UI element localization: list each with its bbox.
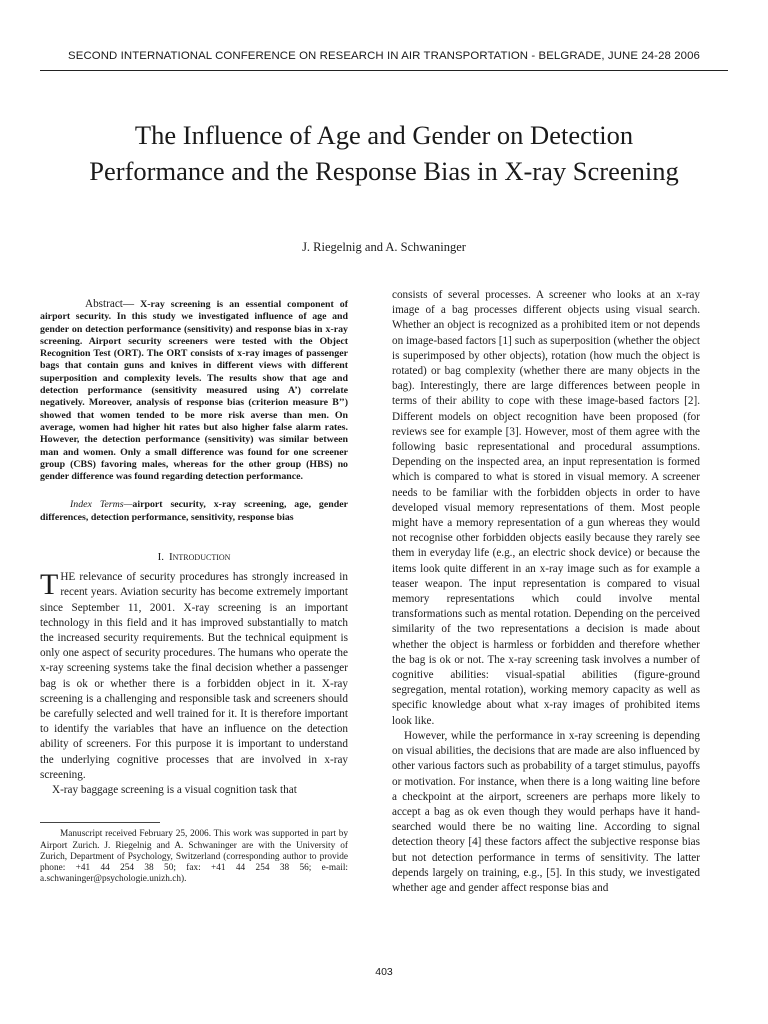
intro-paragraph-2: X-ray baggage screening is a visual cognition task that — [52, 784, 297, 797]
section-number: I. — [157, 551, 164, 564]
body-paragraph-continued: consists of several processes. A screener who looks at an x-ray image of a bag processes different objects using visual search. Whether an object is recognized as a prohibited item or not depends on image-based factors [1] such as superposition (whether the object is superimposed by other objects), rotation (how much the object is rotated) or bag complexity (whether there are many objects in the bag). Interestingly, there are large differences between people in terms of their ability to cope with these image-based factors [2]. Different models on object recognition have been proposed (for reviews see for example [3]. However, most of them agree with the following basic representational and procedural assumptions. Depending on the inspected area, an input representation is formed which is compared to what is stored in visual memory. A screener needs to be familiar with the forbidden objects in order to have developed visual memory representations of them. Most people might have a memory representation of a gun whereas they would not recognise other forbidden objects easily because they rarely see them in everyday life (e.g., an electric shock device) or because the items look quite different in an x-ray image such as for example a teaser weapon. The input representation is compared to visual memory representations which could involve mental transformations such as mental rotation. Depending on the perceived similarity of the two representations a decision is made about whether the object is harmless or forbidden and therefore whether the bag is ok or not. The x-ray screening task involves a number of cognitive abilities: visual-spatial abilities (figure-ground segregation, mental rotation), working memory capacity as well as specific knowledge about what x-ray images of prohibited items look like. — [392, 289, 700, 727]
intro-paragraph-1-text: HE relevance of security procedures has strongly increased in recent years. Aviation security has become extremely important since September 11, 2001. X-ray screening is an important technology in this field and it has improved substantially to match the increased security requirements. But the technical equipment is only one aspect of security procedures. The humans who operate the x-ray screening systems take the final decision whether a passenger bag is ok or whether there is a forbidden object in it. X-ray screening is a challenging and responsible task and screeners should be carefully selected and well trained for it. It is therefore important to identify the variables that have an influence on the detection ability of screeners. For this purpose it is important to understand the underlying cognitive processes that are involved in x-ray screening. — [40, 571, 348, 781]
page-number: 403 — [375, 966, 393, 978]
right-column — [392, 288, 700, 896]
section-heading — [40, 550, 348, 565]
section-title: Introduction — [168, 551, 231, 564]
conference-header: SECOND INTERNATIONAL CONFERENCE ON RESEARCH IN AIR TRANSPORTATION - BELGRADE, JUNE 24-28 2006 — [68, 50, 700, 62]
paper-title: The Influence of Age and Gender on Detection Performance and the Response Bias in X-ray Screening — [89, 120, 679, 186]
left-column — [40, 288, 348, 886]
footnote-rule — [40, 822, 160, 823]
index-terms — [40, 499, 348, 524]
intro-paragraph-1 — [40, 570, 348, 783]
body-paragraph-2: However, while the performance in x-ray screening is depending on visual abilities, the decisions that are made are also influenced by other various factors such as probability of a target stimulus, payoffs or motivation. For instance, when there is a long waiting line before a checkpoint at the airport, screeners are perhaps more likely to accept a bag as ok even though they would perhaps have it hand-searched would there be no waiting line. According to signal detection theory [4] these factors affect the subjective response bias but not detection performance in terms of sensitivity. The latter depends largely on training, e.g., [5]. In this study, we investigated whether age and gender affect response bias and — [392, 729, 700, 894]
footnote: Manuscript received February 25, 2006. This work was supported in part by Airport Zurich. J. Riegelnig and A. Schwaninger are with the University of Zurich, Department of Psychology, Switzerland (corresponding author to provide phone: +41 44 254 38 50; fax: +41 44 254 38 56; e-mail: a.schwaninger@psychologie.unizh.ch). — [40, 829, 348, 885]
abstract — [40, 298, 348, 483]
authors: J. Riegelnig and A. Schwaninger — [302, 240, 466, 254]
index-terms-label: Index Terms— — [70, 499, 133, 511]
index-terms-text: airport security, x-ray screening, age, gender differences, detection performance, sensitivity, response bias — [40, 499, 348, 523]
abstract-text: X-ray screening is an essential component of airport security. In this study we investigated influence of age and gender on detection performance (sensitivity) and response bias in x-ray screening. Airport security screeners were tested with the Object Recognition Test (ORT). The ORT consists of x-ray images of passenger bags that contain guns and knives in different views with different superposition and complexity levels. The results show that age and detection performance (sensitivity measured using A’) correlate negatively. Moreover, analysis of response bias (criterion measure B’’) showed that women tended to be more risk averse than men. On average, women had higher hit rates but also higher false alarm rates. However, the detection performance (sensitivity) was similar between man and women. Only a small difference was found for one screener group (CBS) favoring males, whereas for the other group (HBS) no gender difference was found regarding detection performance. — [40, 299, 349, 483]
drop-cap: T — [40, 568, 59, 602]
header-rule — [40, 70, 728, 71]
abstract-label: Abstract— — [85, 298, 135, 310]
